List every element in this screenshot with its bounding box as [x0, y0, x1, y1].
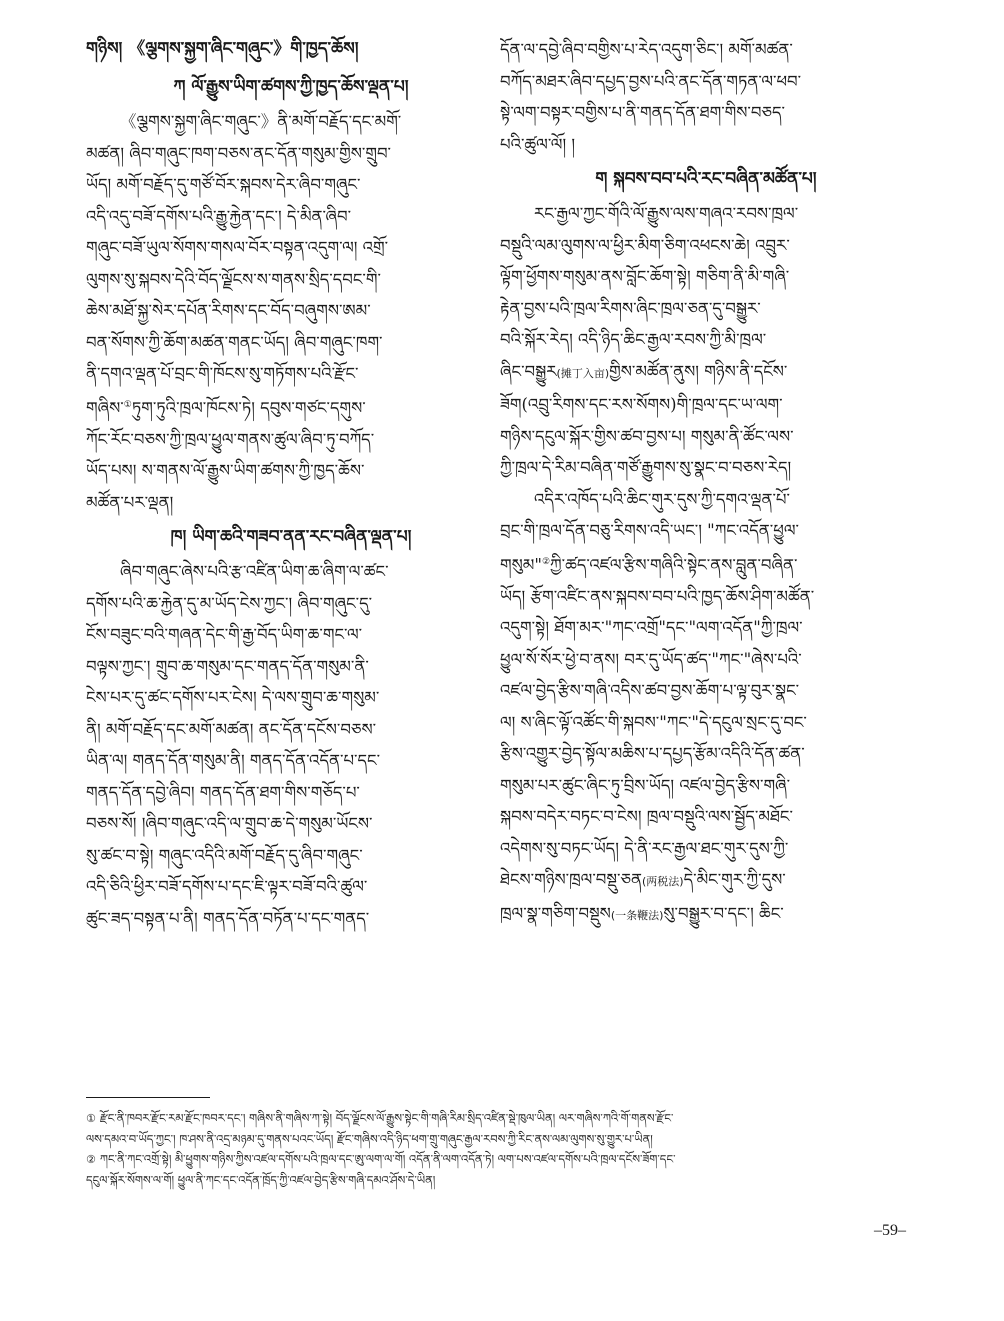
- text-line: སུ་ཚང་བ་སྟེ། གཞུང་འདིའི་མགོ་བརྗོད་དུ་ཞིབ་གཞུང་: [86, 845, 363, 865]
- text-line: བསྡུའི་ལམ་ལུགས་ལ་ཕྱིར་མིག་ཅིག་འཕངས་ཆེ། འབྲུར་: [500, 235, 790, 255]
- text-span: གཞིས་: [86, 398, 124, 417]
- paragraph-units: [500, 484, 912, 932]
- text-line: [500, 898, 912, 932]
- paragraph-tax-reform: [500, 198, 912, 484]
- text-line: སྟེ་ལག་བསྟར་བགྱིས་པ་ནི་གནད་དོན་ཐག་གིས་བཅད་: [500, 103, 785, 122]
- text-line: དགོས་པའི་ཆ་རྐྱེན་དུ་མ་ཡོད་ངེས་ཀྱང་། ཞིབ་གཞུང་དུ་: [86, 593, 373, 613]
- text-line: འདི་འདུ་བཟོ་དགོས་པའི་རྒྱུ་རྐྱེན་དང་། དེ་མིན་ཞིབ་: [86, 206, 352, 226]
- footnote-text: རྫོང་ནི་ཁབར་རྫོང་རམ་རྫོང་ཁབར་དང་། གཞིས་ནི་གཞིས་ཀ་སྟེ། བོད་ལྗོངས་ལོ་རྒྱུས་སྟེང་གི་གཞི་རིམ་སྲིད་འཛིན་སྡེ་ཁུལ་ཡིན། ལར་གཞིས་ཀའི་གོ་གནས་རྫོང་: [99, 1111, 674, 1125]
- text-line: བན་སོགས་ཀྱི་ཆོག་མཚན་གནང་ཡོད། ཞིབ་གཞུང་ཁག་: [86, 332, 383, 352]
- footnote-ref-1[interactable]: ①: [123, 399, 132, 410]
- text-line: གནད་དོན་དབྱེ་ཞིབ། གནད་དོན་ཐག་གིས་གཅོད་པ་: [86, 782, 360, 802]
- subheading-ka: ཀ ལོ་རྒྱུས་ཡིག་ཚགས་ཀྱི་ཁྱད་ཆོས་ལྡན་པ།: [173, 77, 409, 97]
- text-line: ནི། མགོ་བརྗོད་དང་མགོ་མཚན། ནང་དོན་དངོས་བཅས་: [86, 719, 377, 739]
- text-line: ཀོང་རོང་བཅས་ཀྱི་ཁྲལ་ཕྱུལ་གནས་ཚུལ་ཞིབ་ཏུ་བཀོད་: [86, 429, 375, 449]
- text-line: མཚོན་པར་ལྡན།: [86, 492, 174, 512]
- text-span: ཞིང་བསྒྱུར: [500, 361, 557, 381]
- text-line: འཛལ་བྱེད་རྩིས་གཞི་འདིས་ཚབ་བྱས་ཆོག་པ་ལྟ་བུར་སྣང་: [500, 681, 800, 700]
- footnote-mark-2: ②: [86, 1153, 96, 1166]
- text-span: དེ་མིང་གུར་ཀྱི་དུས་: [683, 870, 786, 889]
- text-span: སུ་བསྒྱུར་བ་དང་། ཆིང་: [663, 903, 784, 923]
- text-line: ཆེས་མཐོ་སྐྱ་སེར་དཔོན་རིགས་དང་བོད་བཞུགས་ཨམ་: [86, 301, 371, 320]
- subheading-ga: ག སྐབས་བབ་པའི་རང་བཞིན་མཚོན་པ།: [595, 169, 817, 189]
- text-span: གྱིས་མཚོན་ནུས། གཉིས་ནི་དངོས་: [609, 361, 788, 381]
- text-line: རྩིས་འགྱུར་བྱེད་སྟོལ་མཆིས་པ་དཔྱད་རྩོམ་འདིའི་དོན་ཚན་: [500, 744, 805, 763]
- text-line: [500, 547, 912, 581]
- text-line: [86, 390, 496, 424]
- text-line: ངོས་བཟུང་བའི་གཞན་དེང་གི་རྒྱ་བོད་ཡིག་ཆ་གང་ལ་: [86, 625, 363, 644]
- text-line: ལུགས་སུ་སྐབས་དེའི་བོད་ལྗོངས་ས་གནས་སྲིད་དབང་གི་: [86, 269, 381, 289]
- text-line: འདུག་སྟེ། ཐོག་མར་"ཀང་འགྲོ"དང་"ལག་འདོན"ཀྱི་ཁྲལ་: [500, 618, 803, 637]
- paragraph-continued: [500, 34, 912, 160]
- text-line: ཚུང་ཟད་བསྟན་པ་ནི། གནད་དོན་བཏོན་པ་དང་གནད་: [86, 908, 370, 928]
- page-number: –59–: [874, 1222, 906, 1239]
- paragraph-history: [86, 106, 496, 518]
- text-line: གཞུང་བཟོ་ཡུལ་སོགས་གསལ་བོར་བསྟན་འདུག་ལ། འགྲོ་: [86, 238, 389, 257]
- chinese-term: (一条鞭法): [610, 908, 664, 922]
- text-span: ཏུག་ཏུའི་ཁྲལ་ཁོངས་ཏེ། དབུས་གཙང་དགུས་: [131, 398, 366, 417]
- chinese-term: (摊丁入亩): [556, 366, 610, 380]
- paragraph-document: [86, 556, 496, 934]
- text-line: པའི་ཚུལ་ལོ། །: [500, 134, 576, 154]
- text-line: ཞིབ་གཞུང་ཞེས་པའི་རྩ་འཛིན་ཡིག་ཆ་ཞིག་ལ་ཚང་: [120, 562, 389, 581]
- text-line: གཉིས་དངུལ་སྐོར་གྱིས་ཚབ་བྱས་པ། གསུམ་ནི་ཚོང་ལས་: [500, 426, 794, 446]
- text-span: ཐེངས་གཉིས་ཁྲལ་བསྡུ་ཅན: [500, 870, 642, 889]
- text-line: འདིར་འཁོད་པའི་ཆིང་གུར་དུས་ཀྱི་དགའ་ལྡན་པོ་: [534, 489, 790, 509]
- text-line: རང་རྒྱལ་ཀྱང་གོའི་ལོ་རྒྱུས་ལས་གཞའ་རབས་ཁྲལ་: [534, 204, 799, 223]
- text-line: གསུམ་པར་ཚུང་ཞིང་ཏུ་བྲིས་ཡོད། འཛལ་བྱེད་རྩིས་གཞི་: [500, 775, 791, 795]
- footnote-line: [86, 1108, 910, 1129]
- section-heading: གཉིས། 《ལྕགས་སྐྱག་ཞིང་གཞུང་》གི་ཁྱད་ཆོས།: [86, 39, 359, 59]
- text-line: ནི་དགའ་ལྡན་པོ་བྲང་གི་ཁོངས་སུ་གཏོགས་པའི་རྫོང་: [86, 364, 359, 383]
- text-line: རྟེན་བྱས་པའི་ཁྲལ་རིགས་ཞིང་ཁྲལ་ཅན་དུ་བསྒྱུར་: [500, 298, 761, 318]
- right-column: [500, 34, 912, 931]
- text-line: བལྟས་ཀྱང་། གྲུབ་ཆ་གསུམ་དང་གནད་དོན་གསུམ་ནི་: [86, 656, 369, 676]
- text-line: བའི་སྐོར་རེད། འདི་ཉིད་ཆིང་རྒྱལ་རབས་ཀྱི་མི་ཁྲལ་: [500, 330, 767, 349]
- text-line: འདེགས་སུ་བཏང་ཡོད། དེ་ནི་རང་རྒྱལ་ཐང་གུར་དུས་ཀྱི་: [500, 838, 789, 858]
- chinese-term: (两税法): [641, 875, 684, 888]
- text-line: [500, 356, 912, 390]
- footnote-ref-2[interactable]: ②: [541, 556, 551, 567]
- text-line: འདི་ཅིའི་ཕྱིར་བཟོ་དགོས་པ་དང་ཇི་ལྟར་བཟོ་བའི་ཚུལ་: [86, 877, 368, 896]
- subheading-kha: ཁ། ཡིག་ཆའི་གཟབ་ནན་རང་བཞིན་ལྡན་པ།: [170, 527, 412, 547]
- text-line: བྲང་གི་ཁྲལ་དོན་བཅུ་རིགས་འདི་ཡང་། "ཀང་འདོན་ཕྱུལ་: [500, 521, 799, 540]
- text-line: ངེས་པར་དུ་ཚང་དགོས་པར་ངེས། དེ་ལས་གྲུབ་ཆ་གསུམ་: [86, 688, 380, 707]
- text-span: ཀྱི་ཚད་འཛལ་རྩིས་གཞིའི་སྟེང་ནས་བླུན་བཞིན་: [550, 555, 798, 574]
- text-line: ལ། ས་ཞིང་ལྟོ་འཚོང་གི་སྐབས་"ཀང་"དེ་དངུལ་སྲང་དུ་བང་: [500, 712, 807, 732]
- text-line: [500, 864, 912, 898]
- text-line: ཡོད་པས། ས་གནས་ལོ་རྒྱུས་ཡིག་ཚགས་ཀྱི་ཁྱད་ཆོས་: [86, 461, 365, 480]
- text-line: ཡོད། མགོ་བརྗོད་དུ་གཙོ་བོར་སྐབས་དེར་ཞིབ་གཞུང་: [86, 175, 361, 194]
- text-span: ཁྲལ་སྣ་གཅིག་བསྡུས: [500, 903, 611, 923]
- text-line: སྐབས་བདེར་བཏང་བ་ངེས། ཁྲལ་བསྡུའི་ལས་སྦྱོད་མཐོང་: [500, 807, 793, 826]
- footnote-mark-1: ①: [86, 1112, 96, 1125]
- footnote-text: ཀང་ནི་ཀང་འགྲོ་སྟེ། མི་ཕྱུགས་གཉིས་ཀྱིས་འཛལ་དགོས་པའི་ཁྲལ་དང་ཨུ་ལག་ལ་གོ། འདོན་ནི་ལག་འདོན་ཏེ། ལག་པས་འཛལ་དགོས་པའི་ཁྲལ་དངོས་ཟོག་དང་: [99, 1152, 676, 1166]
- footnote-line: [86, 1149, 910, 1170]
- text-line: མཚན། ཞིབ་གཞུང་ཁག་བཅས་ནང་དོན་གསུམ་གྱིས་གྲུབ་: [86, 143, 391, 163]
- footnote-line: དངུལ་སྐོར་སོགས་ལ་གོ། ཕྱུལ་ནི་ཀང་དང་འདོན་ཁྲོད་ཀྱི་འཛལ་བྱེད་རྩིས་གཞི་དམའ་ཤོས་དེ་ཡིན།: [86, 1173, 436, 1187]
- text-line: ཡོད། རྩོག་འཛིང་ནས་སྐབས་བབ་པའི་ཁྱད་ཆོས་ཤིག་མཚོན་: [500, 586, 815, 606]
- text-line: ཡིན་ལ། གནད་དོན་གསུམ་ནི། གནད་དོན་འདོན་པ་དང་: [86, 751, 381, 770]
- footnotes: [86, 1108, 910, 1190]
- left-column: [86, 34, 496, 934]
- text-line: ཀྱི་ཁྲལ་དེ་རིམ་བཞིན་གཙོ་རྒྱུགས་སུ་སྣང་བ་བཅས་རེད།: [500, 458, 792, 477]
- text-span: གསུམ": [500, 555, 542, 574]
- text-line: ལྟོག་ཕྱོགས་གསུམ་ནས་བློང་ཆོག་སྟེ། གཅིག་ནི་མི་གཞི་: [500, 267, 790, 286]
- footnote-line: ལས་དམའ་བ་ཡོད་ཀྱང་། ཁ་ཤས་ནི་འདྲ་མཉམ་དུ་གནས་པའང་ཡོད། རྫོང་གཞིས་འདི་ཉིད་ཕག་གྲུ་གཞུང་རྒྱལ་རབས་ཀྱི་རིང་ནས་ལམ་ལུགས་སུ་གྱུར་པ་ཡིན།: [86, 1132, 653, 1146]
- text-line: 《ལྕགས་སྐྱག་ཞིང་གཞུང་》ནི་མགོ་བརྗོད་དང་མགོ་: [120, 112, 402, 131]
- text-line: ཕྱུལ་སོ་སོར་ཕྱེ་བ་ནས། བར་དུ་ཡོད་ཚད་"ཀང་"ཞེས་པའི་: [500, 649, 802, 669]
- text-line: ཟོག(འབྲུ་རིགས་དང་རས་སོགས)གི་ཁྲལ་དང་ཡ་ལག་: [500, 395, 783, 414]
- text-line: བཅས་སོ། །ཞིབ་གཞུང་འདི་ལ་གྲུབ་ཆ་དེ་གསུམ་ཡོངས་: [86, 814, 373, 833]
- text-line: དོན་ལ་དབྱེ་ཞིབ་བགྱིས་པ་རེད་འདུག་ཅིང་། མགོ་མཚན་: [500, 40, 793, 59]
- text-line: བཀོད་མཐར་ཞིབ་དཔྱད་བྱས་པའི་ནང་དོན་གཏན་ལ་ཕབ་: [500, 71, 802, 91]
- footnote-divider: [86, 1097, 210, 1098]
